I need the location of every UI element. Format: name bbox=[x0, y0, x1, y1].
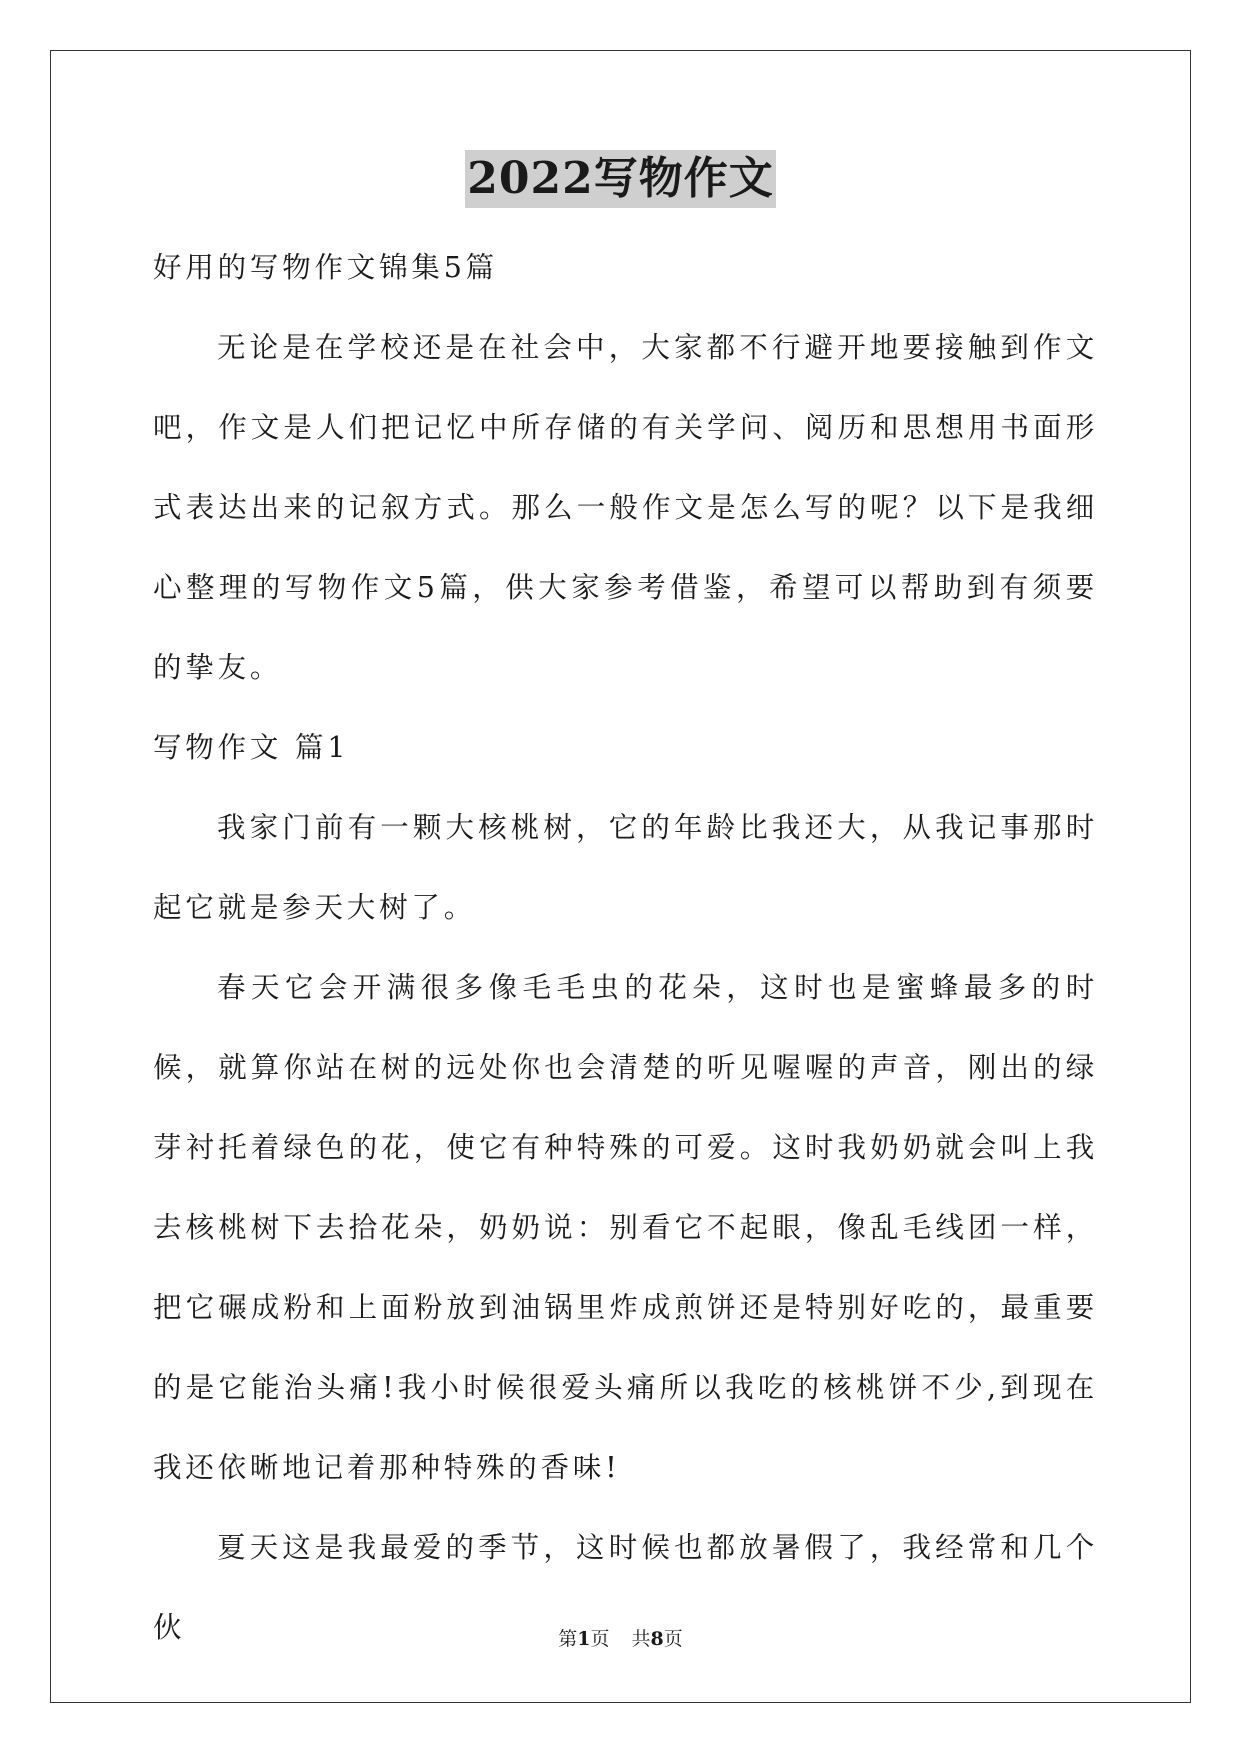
section-heading: 写物作文 篇1 bbox=[153, 731, 350, 764]
footer-page-prefix: 第 bbox=[558, 1628, 578, 1650]
footer-total-prefix: 共 bbox=[631, 1628, 651, 1650]
document-body bbox=[153, 228, 1098, 1668]
page-footer bbox=[0, 1626, 1241, 1652]
document-title-wrap bbox=[0, 150, 1241, 208]
footer-total-pages: 8 bbox=[650, 1628, 664, 1650]
document-title: 2022写物作文 bbox=[465, 150, 775, 208]
footer-page-number: 1 bbox=[577, 1628, 591, 1650]
body-paragraph-3: 夏天这是我最爱的季节，这时候也都放暑假了，我经常和几个伙 bbox=[153, 1531, 1098, 1644]
document-subtitle: 好用的写物作文锦集5篇 bbox=[153, 251, 498, 284]
intro-paragraph: 无论是在学校还是在社会中，大家都不行避开地要接触到作文吧，作文是人们把记忆中所存储的有关学问、阅历和思想用书面形式表达出来的记叙方式。那么一般作文是怎么写的呢？以下是我细心整理的写物作文5篇，供大家参考借鉴，希望可以帮助到有须要的挚友。 bbox=[153, 331, 1098, 684]
body-paragraph-2: 春天它会开满很多像毛毛虫的花朵，这时也是蜜蜂最多的时候，就算你站在树的远处你也会清楚的听见喔喔的声音，刚出的绿芽衬托着绿色的花，使它有种特殊的可爱。这时我奶奶就会叫上我去核桃树下去拾花朵，奶奶说：别看它不起眼，像乱毛线团一样，把它碾成粉和上面粉放到油锅里炸成煎饼还是特别好吃的，最重要的是它能治头痛!我小时候很爱头痛所以我吃的核桃饼不少,到现在我还依晰地记着那种特殊的香味! bbox=[153, 971, 1098, 1484]
body-paragraph-1: 我家门前有一颗大核桃树，它的年龄比我还大，从我记事那时起它就是参天大树了。 bbox=[153, 811, 1098, 924]
footer-page-suffix: 页 bbox=[590, 1628, 610, 1650]
footer-total-suffix: 页 bbox=[663, 1628, 683, 1650]
